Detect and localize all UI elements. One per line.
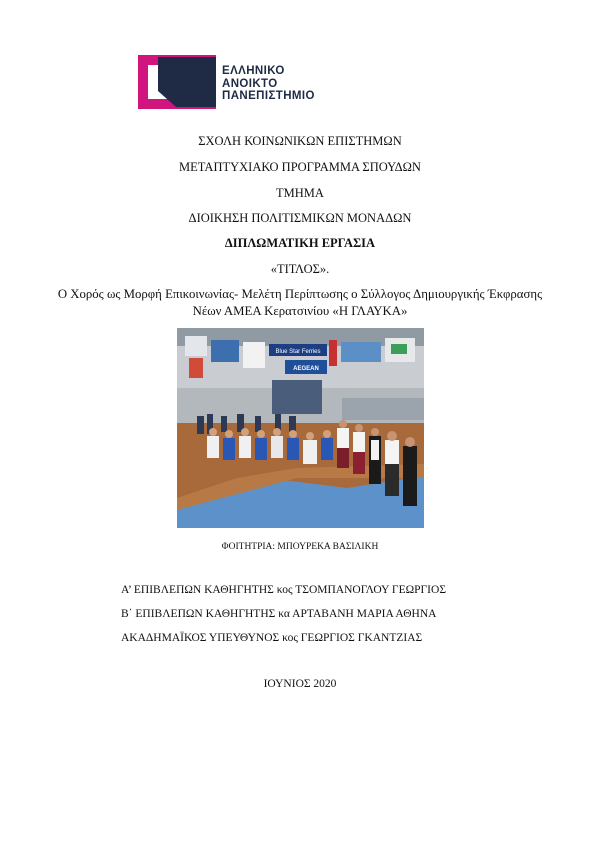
- banner-blue-star: Blue Star Ferries: [275, 349, 321, 355]
- section-label: ΤΜΗΜΑ: [276, 186, 324, 200]
- supervisor-a: Α’ ΕΠΙΒΛΕΠΩΝ ΚΑΘΗΓΗΤΗΣ κος ΤΣΟΜΠΑΝΟΓΛΟΥ ΓΕΩΡΓΙΟΣ: [121, 584, 447, 596]
- title-label: «ΤΙΤΛΟΣ».: [270, 262, 330, 276]
- supervisor-b: Β΄ ΕΠΙΒΛΕΠΩΝ ΚΑΘΗΓΗΤΗΣ κα ΑΡΤΑΒΑΝΗ ΜΑΡΙΑ ΑΘΗΝΑ: [121, 608, 437, 620]
- banner-aegean: AEGEAN: [293, 366, 319, 372]
- thesis-title-line-2: Νέων ΑΜΕΑ Κερατσινίου «Η ΓΛΑΥΚΑ»: [192, 304, 408, 318]
- university-logo: [138, 55, 353, 109]
- program-name: ΜΕΤΑΠΤΥΧΙΑΚΟ ΠΡΟΓΡΑΜΜΑ ΣΠΟΥΔΩΝ: [179, 160, 421, 174]
- student-name: ΦΟΙΤΗΤΡΙΑ: ΜΠΟΥΡΕΚΑ ΒΑΣΙΛΙΚΗ: [221, 542, 379, 552]
- logo-line-1: ΕΛΛΗΝΙΚΟ: [222, 65, 285, 77]
- school-name: ΣΧΟΛΗ ΚΟΙΝΩΝΙΚΩΝ ΕΠΙΣΤΗΜΩΝ: [198, 134, 402, 148]
- submission-date: ΙΟΥΝΙΟΣ 2020: [263, 678, 337, 690]
- academic-responsible: ΑΚΑΔΗΜΑΪΚΟΣ ΥΠΕΥΘΥΝΟΣ κος ΓΕΩΡΓΙΟΣ ΓΚΑΝΤΖΙΑΣ: [121, 632, 423, 644]
- logo-mark-icon: [138, 55, 216, 109]
- logo-text: [222, 65, 315, 103]
- thesis-type: ΔΙΠΛΩΜΑΤΙΚΗ ΕΡΓΑΣΙΑ: [224, 236, 376, 250]
- logo-line-3: ΠΑΝΕΠΙΣΤΗΜΙΟ: [222, 90, 315, 102]
- group-photo: [177, 328, 424, 528]
- section-name: ΔΙΟΙΚΗΣΗ ΠΟΛΙΤΙΣΜΙΚΩΝ ΜΟΝΑΔΩΝ: [188, 211, 412, 225]
- logo-line-2: ΑΝΟΙΚΤΟ: [222, 77, 278, 90]
- thesis-title-line-1: Ο Χορός ως Μορφή Επικοινωνίας- Μελέτη Περίπτωσης ο Σύλλογος Δημιουργικής Έκφρασης: [57, 287, 543, 301]
